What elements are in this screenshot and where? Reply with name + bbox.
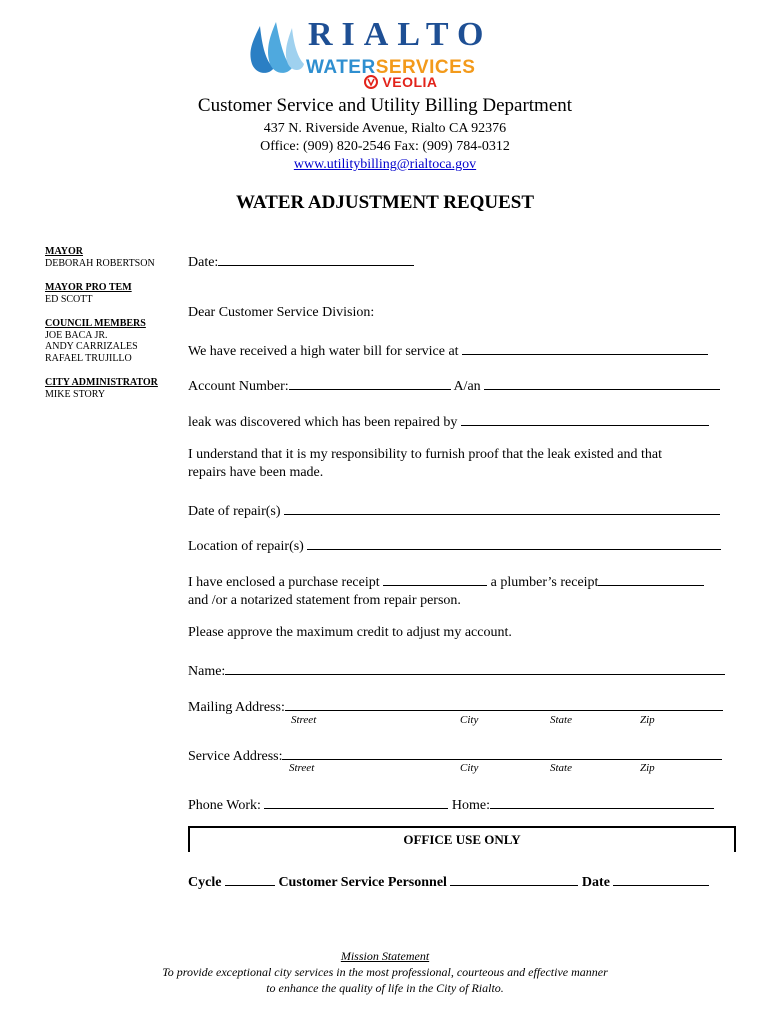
office-date-field[interactable] (613, 871, 709, 886)
mission-line-2: to enhance the quality of life in the City of Rialto. (266, 981, 504, 995)
office-top-rule (188, 826, 736, 828)
phone-row: Phone Work: Home: (188, 794, 714, 815)
logo-rialto-text: RIALTO (308, 16, 493, 53)
mailing-state-label: State (550, 714, 572, 726)
purchase-receipt-field[interactable] (383, 571, 487, 586)
service-state-label: State (550, 762, 572, 774)
responsibility-text: I understand that it is my responsibility to furnish proof that the leak existed and that repairs have been made. (188, 447, 662, 480)
service-city-label: City (460, 762, 479, 774)
veolia-icon (364, 75, 378, 89)
service-street-label: Street (289, 762, 315, 774)
mission-title: Mission Statement (340, 949, 430, 963)
date-row: Date: (188, 251, 414, 272)
sidebar-mayor: MAYOR DEBORAH ROBERTSON (45, 246, 155, 269)
sidebar-city-administrator: CITY ADMINISTRATOR MIKE STORY (45, 377, 158, 400)
mission-line-1: To provide exceptional city services in the most professional, courteous and effective manner (162, 965, 608, 979)
service-address-row: We have received a high water bill for service at (188, 340, 708, 361)
form-title: WATER ADJUSTMENT REQUEST (235, 192, 535, 213)
cycle-field[interactable] (225, 871, 275, 886)
sidebar-council-members: COUNCIL MEMBERS JOE BACA JR. ANDY CARRIZALES RAFAEL TRUJILLO (45, 318, 146, 364)
leak-row: leak was discovered which has been repaired by (188, 411, 709, 432)
department-name: Customer Service and Utility Billing Department (197, 95, 573, 116)
logo-veolia-text: VEOLIA (364, 74, 438, 90)
phone-work-field[interactable] (264, 794, 448, 809)
service-address-field-row: Service Address: (188, 745, 722, 766)
phone-home-field[interactable] (490, 794, 714, 809)
logo-water-services-text: WATERSERVICES (306, 57, 476, 78)
contact-block (0, 120, 770, 174)
salutation: Dear Customer Service Division: (188, 305, 375, 320)
mission-statement (0, 948, 770, 996)
water-drops-icon (246, 18, 308, 80)
leak-type-field[interactable] (484, 375, 720, 390)
location-repair-field[interactable] (307, 535, 721, 550)
account-number-field[interactable] (289, 375, 451, 390)
mailing-address-row: Mailing Address: (188, 696, 723, 717)
sidebar-mayor-pro-tem: MAYOR PRO TEM ED SCOTT (45, 282, 132, 305)
office-row: Cycle Customer Service Personnel Date (188, 871, 709, 892)
personnel-field[interactable] (450, 871, 578, 886)
website-link[interactable]: www.utilitybilling@rialtoca.gov (293, 157, 477, 172)
approve-text: Please approve the maximum credit to adjust my account. (188, 625, 512, 640)
date-field[interactable] (218, 251, 414, 266)
mailing-address-field[interactable] (285, 696, 723, 711)
date-repair-row: Date of repair(s) (188, 500, 720, 521)
office-fax-phone: Office: (909) 820-2546 Fax: (909) 784-0312 (260, 139, 510, 154)
mailing-city-label: City (460, 714, 479, 726)
account-row: Account Number: A/an (188, 375, 720, 396)
rialto-logo (246, 14, 516, 94)
location-repair-row: Location of repair(s) (188, 535, 721, 556)
mailing-zip-label: Zip (640, 714, 655, 726)
service-zip-label: Zip (640, 762, 655, 774)
mailing-street-label: Street (291, 714, 317, 726)
plumber-receipt-field[interactable] (598, 571, 704, 586)
office-use-only-title: OFFICE USE ONLY (403, 832, 521, 847)
repaired-by-field[interactable] (461, 411, 709, 426)
enclosed-row: I have enclosed a purchase receipt a plumber’s receipt and /or a notarized statement from repair person. (188, 571, 704, 610)
service-address-field[interactable] (282, 745, 722, 760)
name-row: Name: (188, 660, 725, 681)
date-repair-field[interactable] (284, 500, 720, 515)
service-at-field[interactable] (462, 340, 708, 355)
name-field[interactable] (225, 660, 725, 675)
street-address: 437 N. Riverside Avenue, Rialto CA 92376 (263, 121, 507, 136)
